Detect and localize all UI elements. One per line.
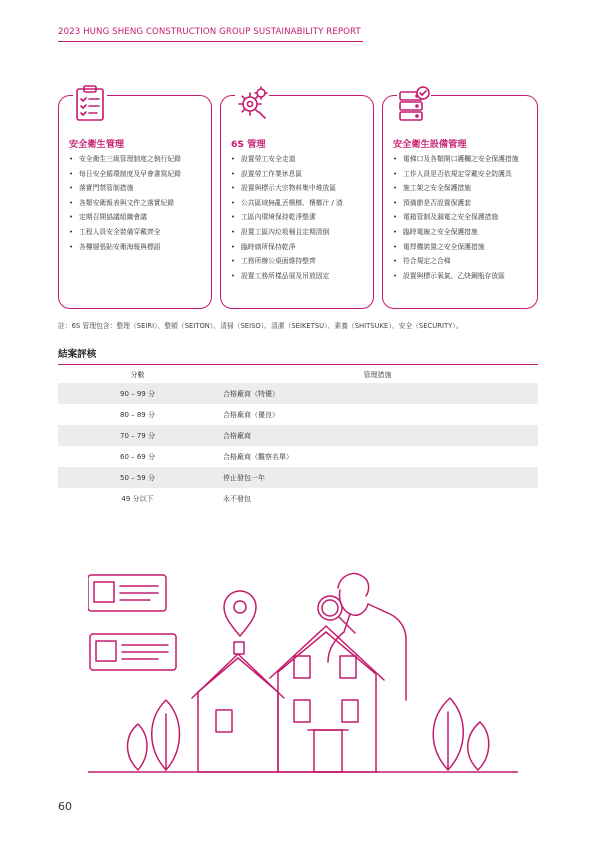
list-item: • 定期召開協議組織會議: [69, 213, 205, 222]
table-row: [58, 446, 538, 467]
table-row: [58, 383, 538, 404]
report-header-title: 2023 HUNG SHENG CONSTRUCTION GROUP SUSTAINABILITY REPORT: [58, 27, 361, 37]
card-list: [393, 155, 531, 286]
page-number: 60: [58, 800, 72, 813]
list-item: • 符合規定之合梯: [393, 257, 531, 266]
list-item: • 設置勞工安全走道: [231, 155, 367, 164]
list-item: • 各樓層張貼安衛海報與標語: [69, 243, 205, 252]
card-list: [231, 155, 367, 286]
server-check-icon: [397, 84, 431, 122]
clipboard-checklist-icon: [73, 84, 107, 122]
table-row: [58, 467, 538, 488]
list-item: • 預備節是否設置保護套: [393, 199, 531, 208]
list-item: • 施工架之安全保護措施: [393, 184, 531, 193]
table-row: [58, 425, 538, 446]
list-item: • 設置工區內垃圾桶且定期清倒: [231, 228, 367, 237]
card-6s-management: [220, 95, 374, 309]
list-item: • 落實門禁管制措施: [69, 184, 205, 193]
table-row: [58, 488, 538, 509]
list-item: • 每日安全循環制度及早會書寫紀錄: [69, 170, 205, 179]
score-cell: 50 – 59 分: [58, 467, 217, 488]
list-item: • 電箱管制及漏電之安全保護措施: [393, 213, 531, 222]
list-item: • 工程人員安全裝備穿戴齊全: [69, 228, 205, 237]
header-divider: [58, 41, 363, 42]
measure-cell: 合格廠商（特優）: [217, 383, 538, 404]
column-header-measure: 管理措施: [363, 370, 392, 379]
measure-cell: 停止發包一年: [217, 467, 538, 488]
list-item: • 工務所辦公桌面維持整齊: [231, 257, 367, 266]
score-cell: 80 – 89 分: [120, 410, 155, 419]
card-title: 安全衛生管理: [69, 139, 125, 150]
list-item: • 臨時電線之安全保護措施: [393, 228, 531, 237]
list-item: • 電梯口及各類開口護欄之安全保護措施: [393, 155, 531, 164]
score-cell: 49 分以下: [121, 494, 154, 503]
card-safety-equipment: [382, 95, 538, 309]
6s-footnote: 註：6S 管理包含：整理（SEIRI）、整頓（SEITON）、清掃（SEISO）、清潔（SEIKETSU）、素養（SHITSUKE）、安全（SECURITY）。: [58, 322, 463, 330]
list-item: • 設置與標示大宗物料集中堆放區: [231, 184, 367, 193]
measure-cell: 合格廠商（觀察名單）: [223, 452, 293, 461]
list-item: • 工作人員是否依規定穿戴安全防護具: [393, 170, 531, 179]
list-item: • 臨時廁所保持乾淨: [231, 243, 367, 252]
card-title: 安全衛生設備管理: [393, 139, 467, 150]
score-cell: 90 – 99 分: [58, 383, 217, 404]
table-top-rule: [58, 364, 538, 365]
measure-cell: 合格廠商（優良）: [223, 410, 279, 419]
card-list: [69, 155, 205, 257]
list-item: • 電焊機裝置之安全保護措施: [393, 243, 531, 252]
measure-cell: 合格廠商: [217, 425, 538, 446]
card-safety-health: [58, 95, 212, 309]
gears-tools-icon: [235, 84, 269, 122]
score-cell: 70 – 79 分: [58, 425, 217, 446]
card-title: 6S 管理: [231, 139, 266, 150]
list-item: • 設置勞工作業休息區: [231, 170, 367, 179]
list-item: • 設置與標示氧氣、乙炔鋼瓶存放區: [393, 272, 531, 281]
column-header-score: 分數: [130, 370, 145, 379]
section-title-evaluation: 結案評核: [58, 349, 97, 360]
table-row: [58, 404, 538, 425]
score-cell: 60 – 69 分: [120, 452, 155, 461]
list-item: • 安全衛生三級管理制度之執行紀錄: [69, 155, 205, 164]
evaluation-table: [58, 366, 538, 509]
list-item: • 公共區域無亂丟檳榔、檳榔汁 / 渣: [231, 199, 367, 208]
measure-cell: 永不發包: [223, 494, 251, 503]
list-item: • 設置工務所樣品展及吊放固定: [231, 272, 367, 281]
table-header-row: [58, 366, 538, 383]
list-item: • 各類安衛報表與文件之落實紀錄: [69, 199, 205, 208]
inspector-house-magnifier-icon: [88, 560, 518, 784]
list-item: • 工區內環境保持乾淨整潔: [231, 213, 367, 222]
